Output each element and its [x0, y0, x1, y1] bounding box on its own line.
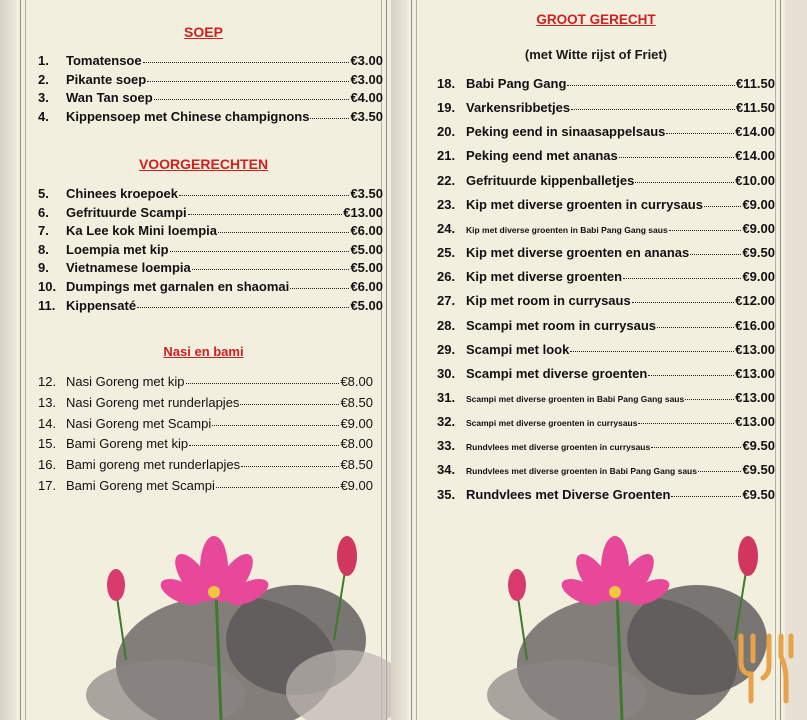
menu-item-name: Dumpings met garnalen en shaomai: [66, 279, 290, 294]
menu-item-leader: [170, 251, 350, 252]
menu-item: [437, 414, 775, 429]
menu-item-price: €6.00: [350, 223, 383, 239]
menu-item-leader: [216, 487, 340, 488]
menu-item-price: €13.00: [735, 414, 775, 430]
menu-item-name: Bami goreng met runderlapjes: [66, 457, 241, 473]
menu-item-leader: [669, 230, 742, 231]
menu-item-name: Kip met room in currysaus: [466, 293, 631, 309]
menu-item-leader: [154, 99, 350, 100]
menu-item-price: €4.00: [350, 90, 383, 105]
menu-item-number: 22.: [437, 172, 456, 188]
menu-item-number: 32.: [437, 414, 456, 430]
menu-item-leader: [188, 214, 343, 215]
menu-item-leader: [189, 445, 339, 446]
menu-item-number: 30.: [437, 365, 456, 381]
menu-item-leader: [671, 496, 741, 497]
menu-item-price: €5.00: [350, 260, 383, 276]
menu-item-number: 12.: [38, 374, 57, 389]
menu-item-number: 31.: [437, 389, 456, 405]
menu-item-price: €3.00: [350, 53, 383, 68]
menu-item-name: Gefrituurde kippenballetjes: [466, 172, 635, 188]
menu-item-name: Kip met diverse groenten: [466, 269, 623, 285]
menu-item-name: Rundvlees met diverse groenten in currysaus: [466, 442, 651, 453]
page-gutter-center: [391, 0, 407, 720]
menu-item: [437, 293, 775, 308]
menu-item-price: €9.50: [742, 486, 775, 502]
menu-item-price: €9.50: [742, 462, 775, 478]
menu-item: [38, 242, 383, 257]
menu-item-number: 20.: [437, 124, 456, 140]
menu-item-price: €12.00: [735, 293, 775, 309]
menu-item-leader: [240, 404, 339, 405]
menu-item-name: Varkensribbetjes: [466, 100, 571, 116]
menu-item-name: Kip met diverse groenten en ananas: [466, 245, 690, 261]
menu-item: [38, 90, 383, 105]
menu-item-name: Peking eend met ananas: [466, 148, 618, 164]
menu-item-name: Pikante soep: [66, 71, 147, 87]
menu-item-name: Babi Pang Gang: [466, 76, 567, 91]
menu-item-price: €3.50: [350, 108, 383, 124]
menu-item-number: 15.: [38, 436, 57, 452]
menu-item: [38, 279, 383, 294]
menu-item-leader: [137, 307, 349, 308]
menu-item-name: Vietnamese loempia: [66, 260, 191, 276]
menu-item-price: €14.00: [735, 124, 775, 140]
menu-item-price: €11.50: [735, 76, 775, 91]
menu-item-name: Kippensoep met Chinese champignons: [66, 108, 310, 124]
menu-item-price: €13.00: [343, 204, 383, 220]
menu-item-name: Nasi Goreng met runderlapjes: [66, 394, 240, 410]
menu-item-number: 14.: [38, 415, 57, 431]
menu-item-leader: [212, 425, 339, 426]
menu-item: [437, 148, 775, 163]
menu-item-leader: [698, 471, 741, 472]
menu-item: [437, 487, 775, 502]
menu-item-number: 28.: [437, 317, 456, 333]
menu-item: [437, 438, 775, 453]
menu-item-price: €3.50: [350, 186, 383, 201]
menu-item-leader: [241, 466, 339, 467]
menu-item-name: Ka Lee kok Mini loempia: [66, 223, 217, 239]
menu-item-name: Scampi met look: [466, 341, 570, 357]
menu-item-price: €8.00: [340, 374, 373, 389]
menu-item-price: €11.50: [735, 100, 775, 116]
menu-item-name: Chinees kroepoek: [66, 186, 178, 201]
section-title-voorgerechten: VOORGERECHTEN: [138, 156, 269, 172]
menu-item-name: Scampi met diverse groenten in Babi Pang Gang saus: [466, 393, 685, 404]
menu-item-price: €16.00: [735, 317, 775, 333]
menu-item-name: Scampi met room in currysaus: [466, 317, 657, 333]
menu-item-number: 24.: [437, 220, 456, 236]
menu-item-price: €9.00: [742, 196, 775, 212]
menu-item-name: Peking eend in sinaasappelsaus: [466, 124, 666, 140]
menu-item-number: 8.: [38, 241, 49, 257]
menu-item-number: 5.: [38, 186, 49, 201]
menu-item-name: Scampi met diverse groenten in currysaus: [466, 418, 638, 429]
menu-item-name: Kippensaté: [66, 297, 137, 313]
menu-item: [38, 53, 383, 68]
menu-item-price: €9.00: [742, 269, 775, 285]
menu-item: [38, 395, 373, 410]
menu-page-right: [407, 0, 785, 720]
menu-item-leader: [143, 62, 350, 63]
menu-item: [437, 366, 775, 381]
menu-item-number: 29.: [437, 341, 456, 357]
menu-item-name: Nasi Goreng met kip: [66, 374, 185, 389]
menu-item: [38, 298, 383, 313]
menu-item-leader: [619, 157, 735, 158]
menu-item-leader: [690, 254, 741, 255]
menu-item-price: €9.50: [742, 438, 775, 454]
section-title-groot-gerecht: GROOT GERECHT: [536, 12, 656, 27]
menu-item-price: €3.00: [350, 71, 383, 87]
menu-item: [437, 76, 775, 91]
menu-item-leader: [567, 85, 735, 86]
page-gutter-left: [0, 0, 16, 720]
menu-item-name: Bami Goreng met Scampi: [66, 478, 215, 493]
menu-item-name: Rundvlees met diverse groenten in Babi Pang Gang saus: [466, 466, 697, 477]
menu-item-number: 18.: [437, 76, 456, 91]
menu-item-price: €13.00: [735, 341, 775, 357]
menu-item: [437, 318, 775, 333]
menu-item-number: 1.: [38, 53, 49, 68]
menu-item: [437, 390, 775, 405]
menu-item-leader: [147, 81, 349, 82]
menu-item-number: 17.: [38, 478, 57, 493]
menu-item-number: 19.: [437, 100, 456, 116]
menu-item-price: €9.00: [340, 415, 373, 431]
menu-item-number: 11.: [38, 297, 56, 313]
menu-item-price: €8.50: [340, 457, 373, 473]
section-subtitle: (met Witte rijst of Friet): [524, 47, 668, 62]
menu-item-name: Kip met diverse groenten in Babi Pang Gang saus: [466, 224, 668, 235]
menu-item-leader: [192, 269, 350, 270]
menu-item-leader: [635, 182, 734, 183]
menu-item-price: €8.50: [340, 394, 373, 410]
menu-item: [38, 260, 383, 275]
menu-item-number: 3.: [38, 90, 49, 105]
menu-item-name: Bami Goreng met kip: [66, 436, 189, 452]
menu-item-number: 13.: [38, 394, 57, 410]
menu-item-leader: [685, 399, 734, 400]
menu-item: [38, 478, 373, 493]
menu-item-name: Wan Tan soep: [66, 90, 153, 105]
menu-item-price: €9.50: [742, 245, 775, 261]
menu-item: [437, 269, 775, 284]
menu-item-leader: [571, 109, 735, 110]
menu-item-price: €8.00: [340, 436, 373, 452]
menu-item-price: €5.00: [350, 241, 383, 257]
menu-item-name: Rundvlees met Diverse Groenten: [466, 486, 671, 502]
menu-item: [38, 436, 373, 451]
menu-item: [38, 72, 383, 87]
menu-item-leader: [704, 206, 741, 207]
menu-item: [38, 205, 383, 220]
menu-item-number: 2.: [38, 71, 49, 87]
menu-item-leader: [657, 327, 734, 328]
menu-item-number: 33.: [437, 438, 456, 454]
menu-item-name: Tomatensoe: [66, 53, 142, 68]
menu-item-leader: [666, 133, 734, 134]
menu-item-leader: [179, 195, 349, 196]
menu-item: [38, 457, 373, 472]
menu-item-leader: [632, 302, 735, 303]
menu-item-leader: [290, 288, 349, 289]
menu-item: [437, 342, 775, 357]
menu-item-number: 7.: [38, 223, 49, 239]
menu-item-leader: [218, 232, 349, 233]
menu-item: [437, 221, 775, 236]
menu-item-leader: [623, 278, 741, 279]
menu-item-number: 27.: [437, 293, 456, 309]
menu-item-number: 23.: [437, 196, 456, 212]
menu-item-name: Scampi met diverse groenten: [466, 365, 648, 381]
menu-item: [437, 100, 775, 115]
menu-item-price: €13.00: [735, 365, 775, 381]
fork-knife-logo-icon: [731, 626, 801, 706]
menu-item-price: €6.00: [350, 279, 383, 294]
menu-item-number: 26.: [437, 269, 456, 285]
menu-item-number: 35.: [437, 486, 456, 502]
menu-item-price: €9.00: [340, 478, 373, 493]
section-title-nasi-bami: Nasi en bami: [163, 344, 244, 359]
menu-page-left: [16, 0, 391, 720]
menu-item-leader: [186, 383, 340, 384]
menu-item: [437, 245, 775, 260]
menu-item-price: €9.00: [742, 220, 775, 236]
menu-item-price: €5.00: [350, 297, 383, 313]
menu-item: [38, 416, 373, 431]
menu-item-name: Gefrituurde Scampi: [66, 204, 187, 220]
menu-item-leader: [310, 118, 349, 119]
menu-item: [437, 173, 775, 188]
menu-item: [437, 197, 775, 212]
menu-item-number: 25.: [437, 245, 456, 261]
menu-item-leader: [570, 351, 734, 352]
menu-item: [38, 223, 383, 238]
lotus-illustration: [407, 530, 785, 720]
menu-item-number: 4.: [38, 108, 49, 124]
menu-item-number: 34.: [437, 462, 456, 478]
menu-item: [38, 109, 383, 124]
menu-item-price: €14.00: [735, 148, 775, 164]
menu-item-number: 6.: [38, 204, 49, 220]
menu-item: [38, 186, 383, 201]
menu-item-name: Loempia met kip: [66, 241, 169, 257]
lotus-illustration: [16, 530, 391, 720]
menu-item-price: €10.00: [735, 172, 775, 188]
menu-item-name: Kip met diverse groenten in currysaus: [466, 196, 703, 212]
menu-item-number: 21.: [437, 148, 456, 164]
menu-item-leader: [651, 447, 741, 448]
menu-item: [437, 124, 775, 139]
menu-item-name: Nasi Goreng met Scampi: [66, 415, 212, 431]
section-title-soep: SOEP: [184, 24, 223, 40]
menu-item-leader: [638, 423, 734, 424]
menu-item: [38, 374, 373, 389]
menu-item-leader: [648, 375, 734, 376]
menu-item-number: 10.: [38, 279, 57, 294]
menu-item-price: €13.00: [735, 389, 775, 405]
menu-item-number: 9.: [38, 260, 49, 276]
menu-item-number: 16.: [38, 457, 57, 473]
menu-item: [437, 462, 775, 477]
